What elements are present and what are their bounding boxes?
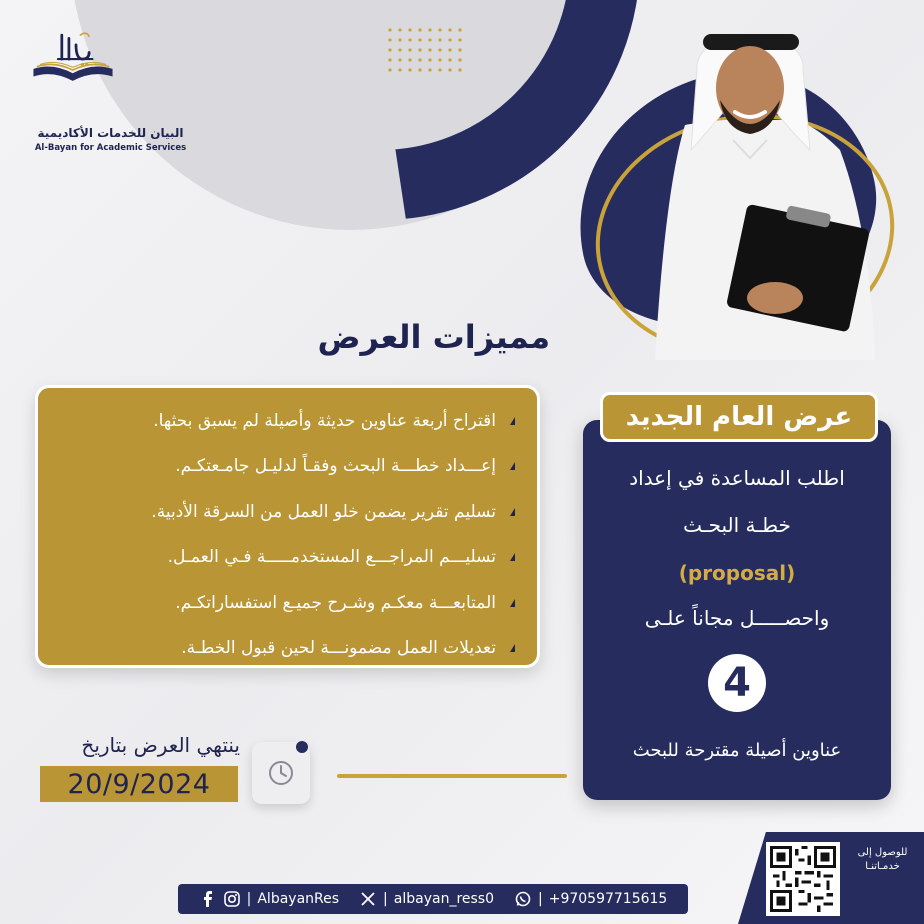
feature-item xyxy=(45,580,515,626)
separator: | xyxy=(383,891,388,907)
feature-text: اقتراح أربعة عناوين حديثة وأصيلة لم يسبق بحثها. xyxy=(153,410,496,431)
offer-line-1: اطلب المساعدة في إعداد xyxy=(629,466,845,490)
features-list xyxy=(45,398,515,671)
deadline-date: 20/9/2024 xyxy=(40,766,238,802)
man-with-clipboard-image xyxy=(625,30,885,360)
separator: | xyxy=(538,891,543,907)
offer-proposal: (proposal) xyxy=(678,561,796,585)
logo-arabic-name: البيان للخدمات الأكاديمية xyxy=(37,126,184,140)
whatsapp-icon[interactable] xyxy=(514,890,532,908)
facebook-icon[interactable] xyxy=(199,890,217,908)
notification-dot xyxy=(296,741,308,753)
x-twitter-icon[interactable] xyxy=(359,890,377,908)
feature-item xyxy=(45,489,515,535)
feature-text: تسليـــم المراجـــع المستخدمـــــة فـي العمـل. xyxy=(167,547,496,568)
social-handle[interactable]: AlbayanRes xyxy=(257,891,340,907)
bullet-icon xyxy=(510,462,515,470)
offer-badge: عرض العام الجديد xyxy=(600,392,878,442)
clock-icon xyxy=(266,758,296,788)
feature-item xyxy=(45,626,515,672)
feature-text: المتابعـــة معكـم وشـرح جميـع استفساراتكـم. xyxy=(175,592,496,613)
contact-bar xyxy=(178,884,688,914)
feature-item xyxy=(45,398,515,444)
whatsapp-number[interactable]: +970597715615 xyxy=(548,891,668,907)
feature-text: تسليم تقرير يضمن خلو العمل من السرقة الأدبية. xyxy=(151,501,496,522)
separator: | xyxy=(246,891,252,907)
bullet-icon xyxy=(510,553,515,561)
feature-item xyxy=(45,444,515,490)
features-title: مميزات العرض xyxy=(317,318,550,356)
qr-code-image xyxy=(770,846,836,912)
decor-gold-line xyxy=(337,774,567,778)
deadline-label: ينتهي العرض بتاريخ xyxy=(81,733,240,757)
offer-line-2: خطـة البحـث xyxy=(683,513,791,537)
book-logo-icon xyxy=(28,28,118,88)
offer-line-4: عناوين أصيلة مقترحة للبحث xyxy=(632,740,842,761)
instagram-icon[interactable] xyxy=(223,890,241,908)
bullet-icon xyxy=(510,508,515,516)
x-handle[interactable]: albayan_ress0 xyxy=(393,891,494,907)
features-card xyxy=(35,385,540,668)
bullet-icon xyxy=(510,644,515,652)
feature-text: تعديلات العمل مضمونـــة لحين قبول الخطـة. xyxy=(181,638,496,659)
brand-logo xyxy=(28,28,193,158)
offer-number-badge: 4 xyxy=(708,654,766,712)
logo-english-name: Al-Bayan for Academic Services xyxy=(34,143,187,153)
bullet-icon xyxy=(510,417,515,425)
feature-text: إعـــداد خطـــة البحث وفقـاً لدليـل جامـعتكـم. xyxy=(175,456,496,477)
qr-caption: للوصول إلى خدمـاتنـا xyxy=(857,847,908,872)
bullet-icon xyxy=(510,599,515,607)
feature-item xyxy=(45,535,515,581)
qr-code[interactable] xyxy=(766,842,840,916)
decor-dots xyxy=(385,25,465,75)
offer-line-3: واحصـــــل مجاناً علـى xyxy=(644,606,830,630)
